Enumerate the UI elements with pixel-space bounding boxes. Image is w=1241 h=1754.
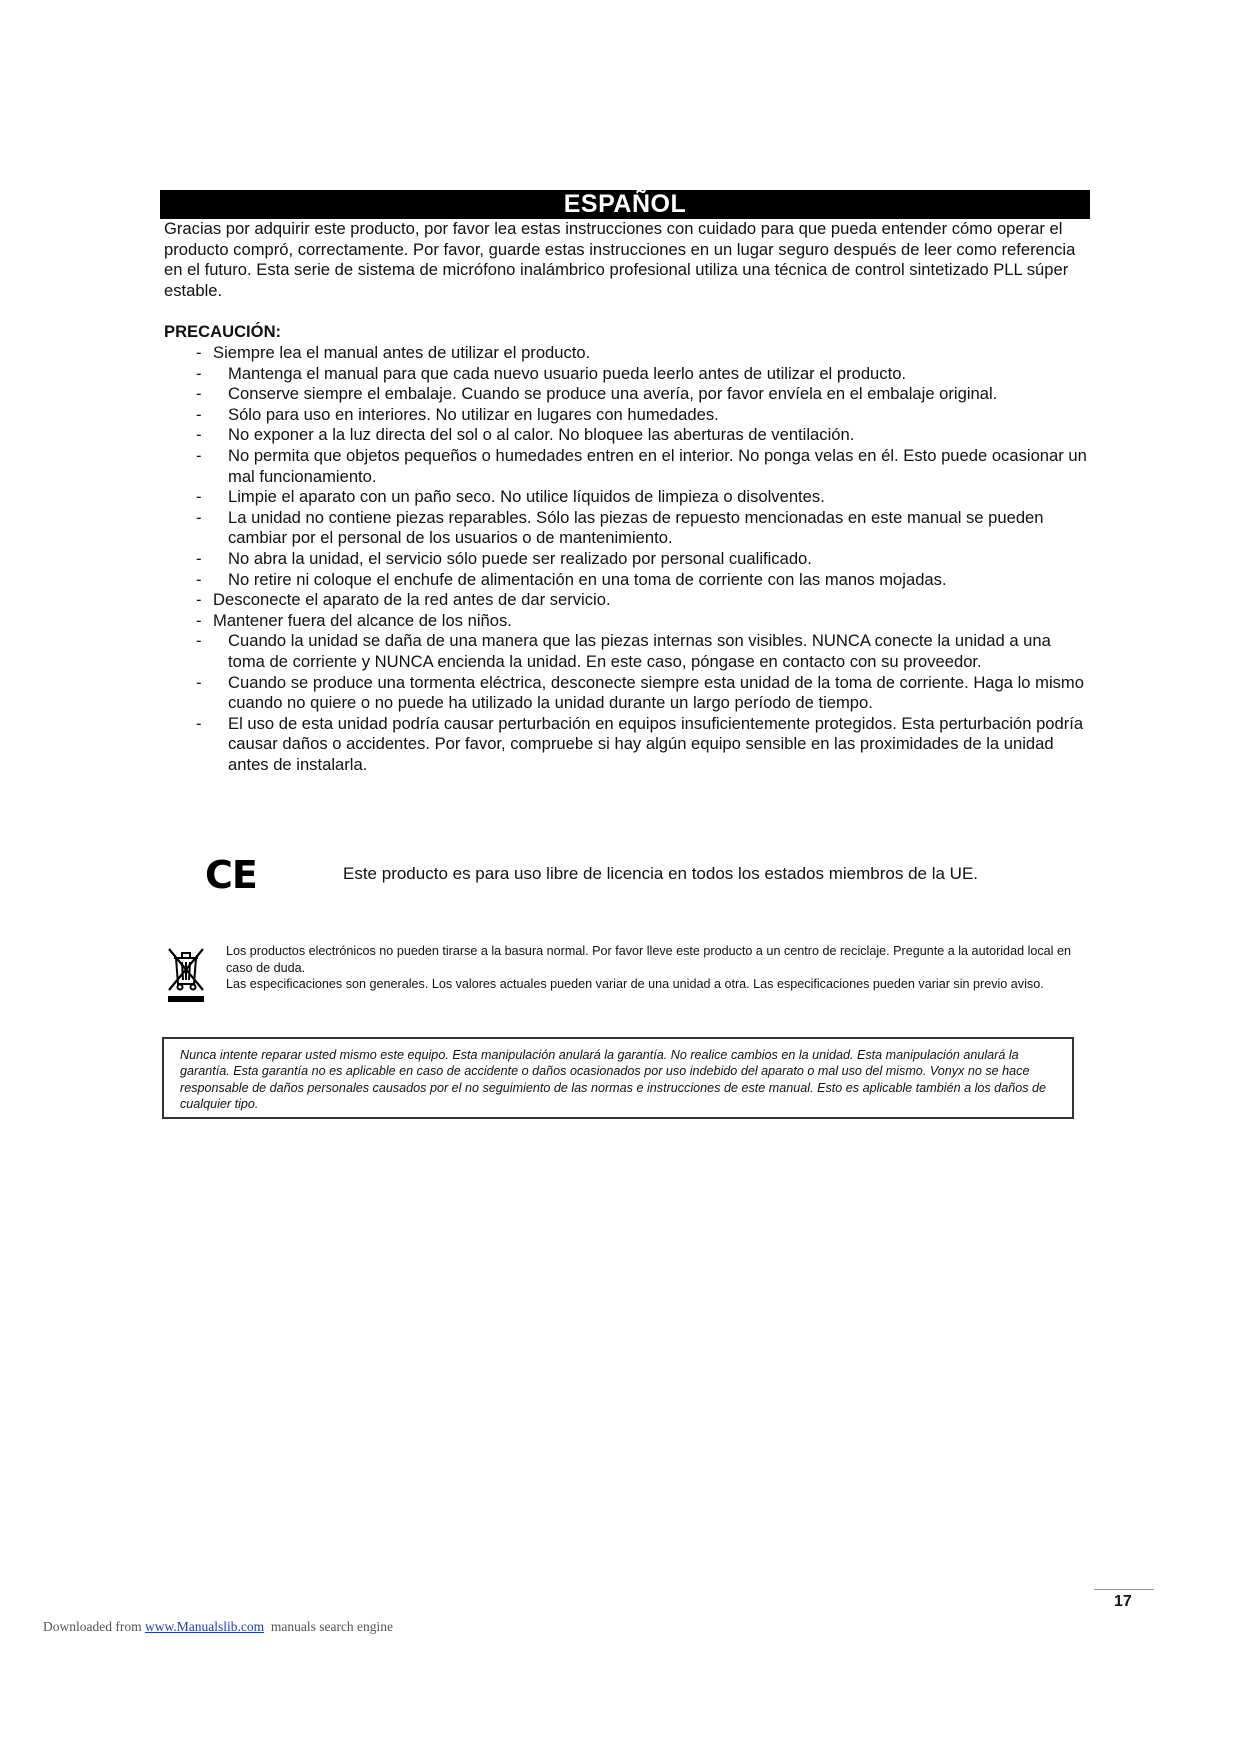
- bullet-dash: -: [196, 569, 202, 589]
- list-item-text: Limpie el aparato con un paño seco. No utilice líquidos de limpieza o disolventes.: [228, 487, 825, 507]
- manualslib-link[interactable]: www.Manualslib.com: [144, 1619, 265, 1634]
- list-item: [180, 611, 1090, 632]
- list-item-text: Desconecte el aparato de la red antes de dar servicio.: [213, 590, 611, 610]
- list-item: [180, 570, 1090, 591]
- bullet-dash: -: [196, 672, 202, 692]
- page-number-rule: [1094, 1589, 1154, 1590]
- list-item-text: No exponer a la luz directa del sol o al calor. No bloquee las aberturas de ventilación.: [228, 425, 855, 445]
- bullet-dash: -: [196, 713, 202, 733]
- list-item: [180, 364, 1090, 385]
- recycling-text: Los productos electrónicos no pueden tirarse a la basura normal. Por favor lleve este producto a un centro de reciclaje. Pregunte a la autoridad local en caso de duda.: [226, 944, 1071, 975]
- list-item-text: Cuando se produce una tormenta eléctrica, desconecte siempre esta unidad de la toma de corriente. Haga lo mismo cuando no quiere o no puede ha utilizado la unidad durante un largo período de tiempo.: [228, 672, 1084, 713]
- bullet-dash: -: [196, 507, 202, 527]
- bullet-dash: -: [196, 404, 202, 424]
- ce-statement: Este producto es para uso libre de licencia en todos los estados miembros de la UE.: [343, 864, 979, 883]
- list-item: [180, 714, 1090, 776]
- list-item-text: Sólo para uso en interiores. No utilizar en lugares con humedades.: [228, 404, 719, 424]
- list-item: [180, 384, 1090, 405]
- intro-paragraph: Gracias por adquirir este producto, por favor lea estas instrucciones con cuidado para que pueda entender cómo operar el producto compró, correctamente. Por favor, guarde estas instrucciones en un lugar seguro después de leer como referencia en el futuro. Esta serie de sistema de micrófono inalámbrico profesional utiliza una técnica de control sintetizado PLL súper estable.: [164, 219, 1076, 300]
- list-item: [180, 343, 1090, 364]
- bullet-dash: -: [196, 343, 202, 362]
- list-item-text: Conserve siempre el embalaje. Cuando se produce una avería, por favor envíela en el embalaje original.: [228, 384, 998, 404]
- list-item-text: La unidad no contiene piezas reparables. Sólo las piezas de repuesto mencionadas en este manual se pueden cambiar por el personal de los usuarios o de mantenimiento.: [228, 507, 1044, 548]
- bullet-dash: -: [196, 631, 202, 651]
- bullet-dash: -: [196, 425, 202, 445]
- list-item-text: No abra la unidad, el servicio sólo puede ser realizado por personal cualificado.: [228, 548, 812, 568]
- list-item: [180, 549, 1090, 570]
- bullet-dash: -: [196, 384, 202, 404]
- list-item-text: Siempre lea el manual antes de utilizar el producto.: [213, 343, 591, 362]
- precaution-heading: PRECAUCIÓN:: [164, 322, 282, 341]
- list-item-text: No retire ni coloque el enchufe de alimentación en una toma de corriente con las manos mojadas.: [228, 569, 947, 589]
- list-item: [180, 446, 1090, 487]
- list-item: [180, 425, 1090, 446]
- list-item-text: Mantener fuera del alcance de los niños.: [213, 610, 512, 630]
- footer-suffix: manuals search engine: [264, 1619, 394, 1634]
- list-item: [180, 487, 1090, 508]
- warranty-notice: Nunca intente reparar usted mismo este equipo. Esta manipulación anulará la garantía. No realice cambios en la unidad. Esta manipulación anulará la garantía. Esta garantía no es aplicable en caso de accidente o daños ocasionados por uso indebido del aparato o mal uso del mismo. Vonyx no se hace responsable de daños personales causados por el no seguimiento de las normas e instrucciones de este manual. Esto es aplicable también a los daños de cualquier tipo.: [162, 1037, 1074, 1119]
- list-item: [180, 405, 1090, 426]
- bullet-dash: -: [196, 487, 202, 507]
- list-item-text: Mantenga el manual para que cada nuevo usuario pueda leerlo antes de utilizar el producto.: [228, 363, 907, 383]
- weee-crossed-bin-icon: [166, 946, 206, 1004]
- ce-mark-icon: CE: [205, 853, 257, 897]
- bullet-dash: -: [196, 445, 202, 465]
- bullet-dash: -: [196, 590, 202, 610]
- bullet-dash: -: [196, 610, 202, 630]
- list-item: [180, 590, 1090, 611]
- bullet-dash: -: [196, 363, 202, 383]
- list-item-text: El uso de esta unidad podría causar perturbación en equipos insuficientemente protegidos. Esta perturbación podría causar daños o accidentes. Por favor, compruebe si hay algún equipo sensible en las proximidades de la unidad antes de instalarla.: [228, 713, 1084, 774]
- list-item: [180, 673, 1090, 714]
- list-item: [180, 631, 1090, 672]
- list-item-text: Cuando la unidad se daña de una manera que las piezas internas son visibles. NUNCA conecte la unidad a una toma de corriente y NUNCA encienda la unidad. En este caso, póngase en contacto con su proveedor.: [228, 631, 1051, 671]
- recycling-notice: [226, 943, 1092, 993]
- list-item: [180, 508, 1090, 549]
- specifications-text: Las especificaciones son generales. Los valores actuales pueden variar de una unidad a otra. Las especificaciones pueden variar sin previo aviso.: [226, 977, 1044, 992]
- bullet-dash: -: [196, 548, 202, 568]
- precaution-list: [180, 343, 1090, 775]
- page-number: 17: [1114, 1593, 1132, 1610]
- footer-prefix: Downloaded from: [43, 1619, 145, 1634]
- download-footer: [43, 1619, 393, 1635]
- list-item-text: No permita que objetos pequeños o humedades entren en el interior. No ponga velas en él. Esto puede ocasionar un mal funcionamiento.: [228, 445, 1087, 486]
- section-title: ESPAÑOL: [160, 190, 1090, 219]
